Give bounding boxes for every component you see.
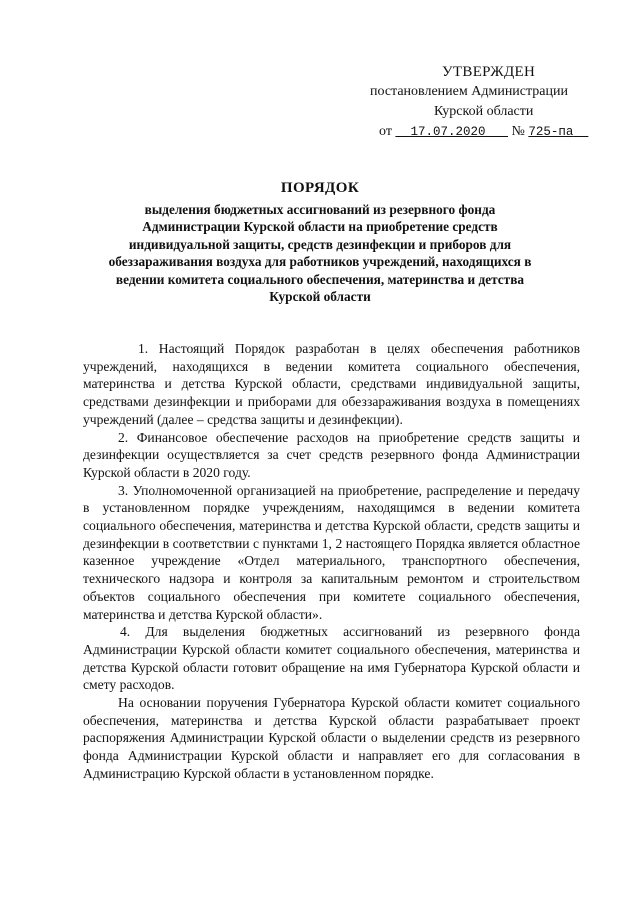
document-title-line: обеззараживания воздуха для работников учреждений, находящихся в [108,254,532,269]
document-title-line: Курской области [269,289,371,304]
approval-stamp-block [360,62,600,142]
approval-number: 725-па [528,125,574,139]
document-title-line: выделения бюджетных ассигнований из резервного фонда [144,201,496,217]
document-title-main: ПОРЯДОК [280,180,360,196]
document-title [100,180,540,306]
paragraph-4: 4. Для выделения бюджетных ассигнований из резервного фонда Администрации Курской области комитет социального обеспечения, материнства и детства Курской области готовит обращение на имя Губернатора Курской области и смету расходов. [83,624,580,693]
paragraph-3: 3. Уполномоченной организацией на приобретение, распределение и передачу в установленном порядке учреждениям, находящимся в ведении комитета социального обеспечения, материнства и детства Курской области, средств защиты и дезинфекции в соответствии с пунктами 1, 2 настоящего Порядка является областное казенное учреждение «Отдел материального, транспортного обеспечения, технического надзора и контроля за капитальным ремонтом и строительством объектов социального обеспечения при комитете социального обеспечения, материнства и детства Курской области». [83,482,580,622]
approval-title: УТВЕРЖДЕН [442,64,536,80]
document-body [83,340,580,783]
paragraph-1: 1. Настоящий Порядок разработан в целях обеспечения работников учреждений, находящихся в ведении комитета социального обеспечения, материнства и детства Курской области, средствами индивидуальной защиты, средствами дезинфекции и приборами для обеззараживания воздуха в помещениях учреждений (далее – средства защиты и дезинфекции). [83,341,580,427]
approval-date: 17.07.2020 [410,125,486,139]
approval-decree-line: постановлением Администрации [370,84,568,99]
approval-from-label: от [379,124,392,139]
approval-region-line: Курской области [434,104,534,119]
approval-number-sign: № [511,124,525,139]
document-title-line: ведении комитета социального обеспечения, материнства и детства [115,271,525,287]
paragraph-5: На основании поручения Губернатора Курской области комитет социального обеспечения, материнства и детства Курской области разрабатывает проект распоряжения Администрации Курской области о выделении средств из резервного фонда Администрации Курской области и направляет его для согласования в Администрацию Курской области в установленном порядке. [83,695,580,781]
document-title-line: индивидуальной защиты, средств дезинфекции и приборов для [128,236,512,252]
document-title-line: Администрации Курской области на приобретение средств [142,219,498,234]
paragraph-2: 2. Финансовое обеспечение расходов на приобретение средств защиты и дезинфекции осуществляется за счет средств резервного фонда Администрации Курской области в 2020 году. [83,429,580,480]
approval-date-number-line [360,122,600,142]
